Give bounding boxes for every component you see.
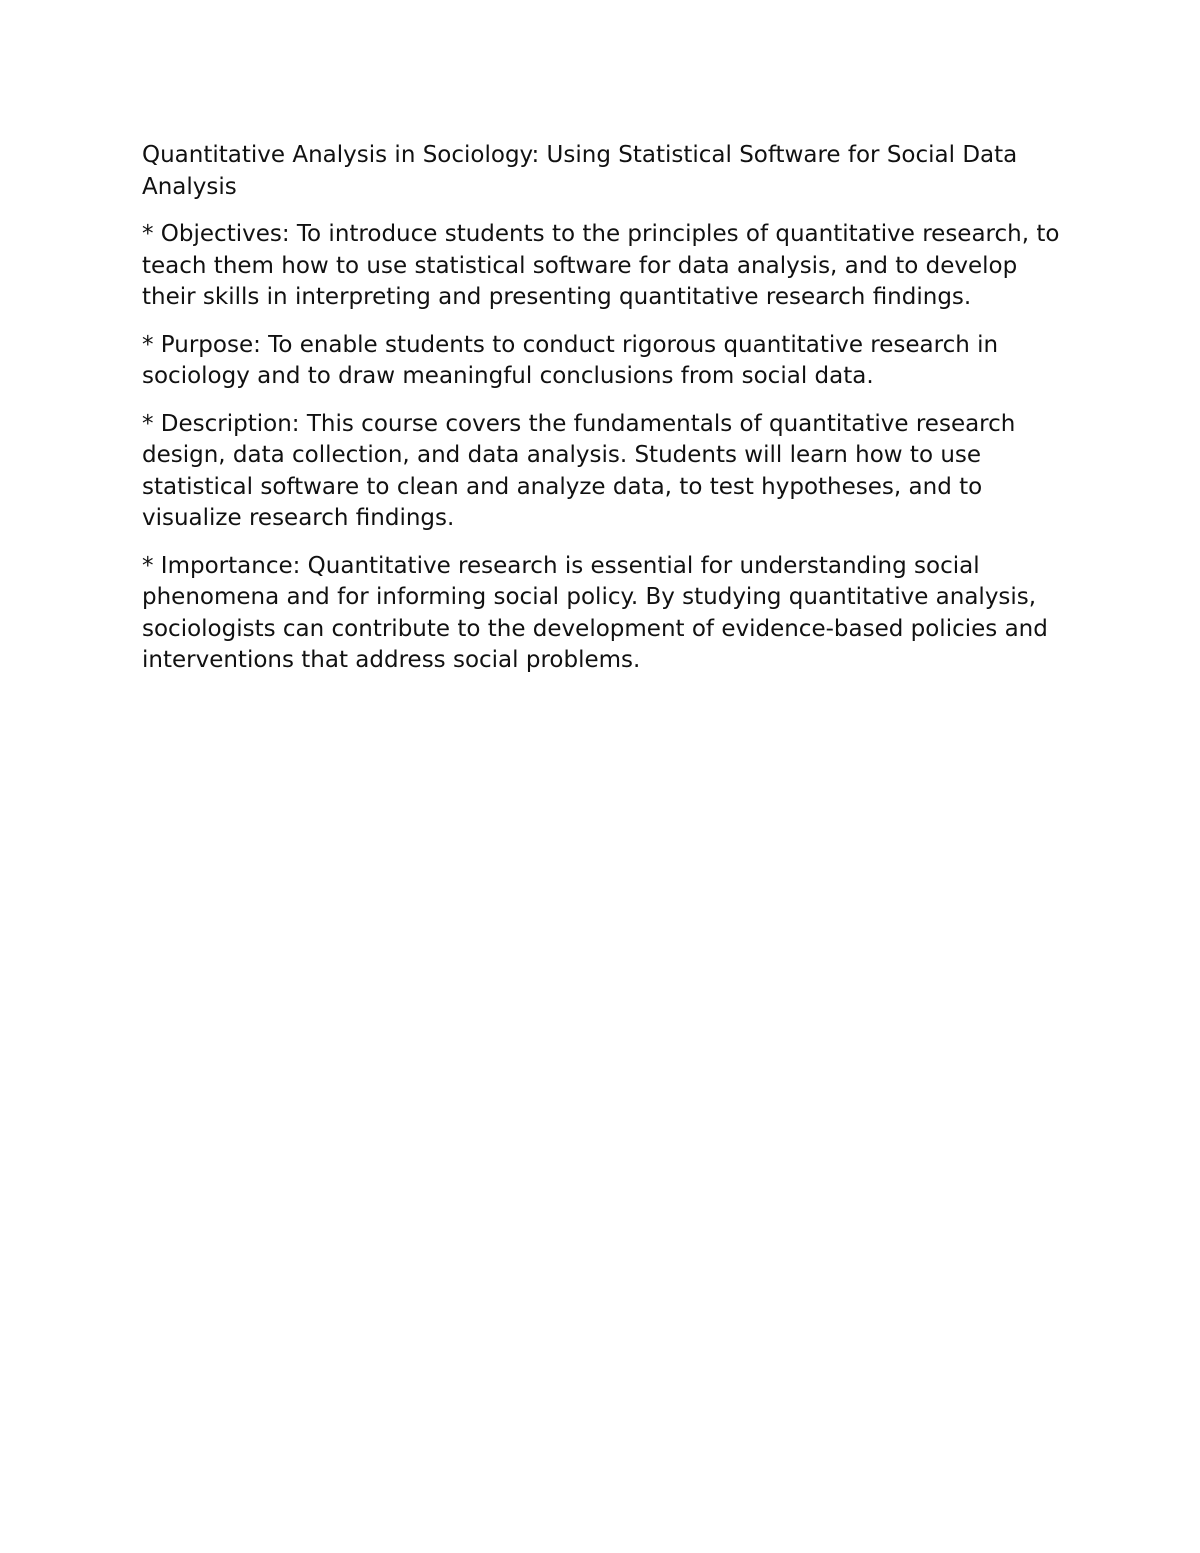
paragraph-description: * Description: This course covers the fundamentals of quantitative research design, data collection, and data analysis. Students will learn how to use statistical software to clean and analyze data, to test hypotheses, and to visualize research findings. (142, 410, 1016, 531)
paragraph-importance: * Importance: Quantitative research is essential for understanding social phenomena and for informing social policy. By studying quantitative analysis, sociologists can contribute to the development of evidence-based policies and interventions that address social problems. (142, 552, 1048, 673)
paragraph-objectives: * Objectives: To introduce students to the principles of quantitative research, to teach them how to use statistical software for data analysis, and to develop their skills in interpreting and presenting quantitative research findings. (142, 221, 1060, 310)
document-body (142, 140, 1062, 693)
document-title: Quantitative Analysis in Sociology: Using Statistical Software for Social Data Analysis (142, 142, 1018, 200)
paragraph-purpose: * Purpose: To enable students to conduct rigorous quantitative research in sociology and to draw meaningful conclusions from social data. (142, 331, 999, 389)
